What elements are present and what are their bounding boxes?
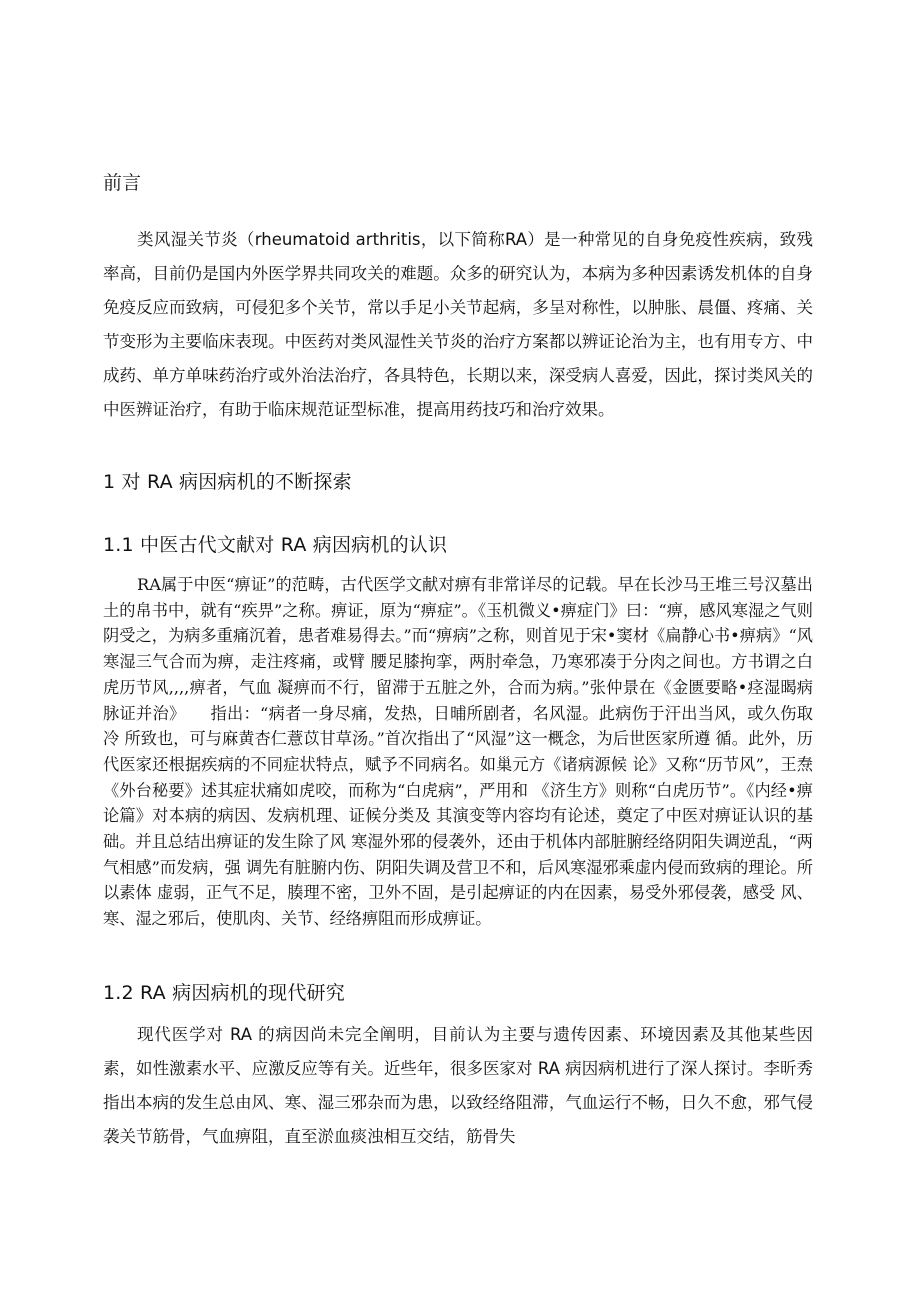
section-1-1-paragraph: RA属于中医“痹证”的范畴，古代医学文献对痹有非常详尽的记载。早在长沙马王堆三号汉墓出土的帛书中，就有“疾畀”之称。痹证，原为“痹症”。《玉机微义•痹症门》曰：“痹，感风寒湿之气则阴受之，为病多重痛沉着，患者难易得去。”而“痹病”之称，则首见于宋•窦材《扁静心书•痹病》“风寒湿三气合而为痹，走注疼痛，或臂 腰足膝拘挛，两肘牵急，乃寒邪凑于分肉之间也。方书谓之白虎历节风,,,,痹者，气血 凝痹而不行，留滞于五脏之外，合而为病。”张仲景在《金匮要略•痉湿暍病脉证并治》 指出：“病者一身尽痛，发热，日晡所剧者，名风湿。此病伤于汗出当风，或久伤取冷 所致也，可与麻黄杏仁薏苡甘草汤。”首次指出了“风湿”这一概念，为后世医家所遵 循。此外，历代医家还根据疾病的不同症状特点，赋予不同病名。如巢元方《诸病源候 论》又称“历节风”，王焘《外台秘要》述其症状痛如虎咬，而称为“白虎病”，严用和 《济生方》则称“白虎历节”。《内经•痹论篇》对本病的病因、发病机理、证候分类及 其演变等内容均有论述，奠定了中医对痹证认识的基础。并且总结出痹证的发生除了风 寒湿外邪的侵袭外，还由于机体内部脏腑经络阴阳失调逆乱，“两气相感”而发病，强 调先有脏腑内伤、阴阳失调及营卫不和，后风寒湿邪乘虚内侵而致病的理论。所以素体 虚弱，正气不足，腠理不密，卫外不固，是引起痹证的内在因素，易受外邪侵袭，感受 风、寒、湿之邪后，使肌肉、关节、经络痹阻而形成痹证。	[103, 575, 813, 929]
section-1-heading: 1 对 RA 病因病机的不断探索	[103, 471, 352, 493]
section-1-2-heading: 1.2 RA 病因病机的现代研究	[103, 982, 345, 1004]
preface-paragraph: 类风湿关节炎（rheumatoid arthritis，以下简称RA）是一种常见的自身免疫性疾病，致残率高，目前仍是国内外医学界共同攻关的难题。众多的研究认为，本病为多种因素诱发机体的自身免疫反应而致病，可侵犯多个关节，常以手足小关节起病，多呈对称性，以肿胀、晨僵、疼痛、关节变形为主要临床表现。中医药对类风湿性关节炎的治疗方案都以辨证论治为主，也有用专方、中成药、单方单味药治疗或外治法治疗，各具特色，长期以来，深受病人喜爱，因此，探讨类风关的中医辨证治疗，有助于临床规范证型标准，提高用药技巧和治疗效果。	[103, 230, 813, 419]
preface-heading: 前言	[103, 172, 142, 194]
section-1-2-paragraph: 现代医学对 RA 的病因尚未完全阐明，目前认为主要与遗传因素、环境因素及其他某些因素，如性激素水平、应激反应等有关。近些年，很多医家对 RA 病因病机进行了深人探讨。李昕秀指出本病的发生总由风、寒、湿三邪杂而为患，以致经络阻滞，气血运行不畅，日久不愈，邪气侵袭关节筋骨，气血痹阻，直至淤血痰浊相互交结，筋骨失	[103, 1025, 813, 1146]
section-1-1-heading: 1.1 中医古代文献对 RA 病因病机的认识	[103, 534, 448, 556]
